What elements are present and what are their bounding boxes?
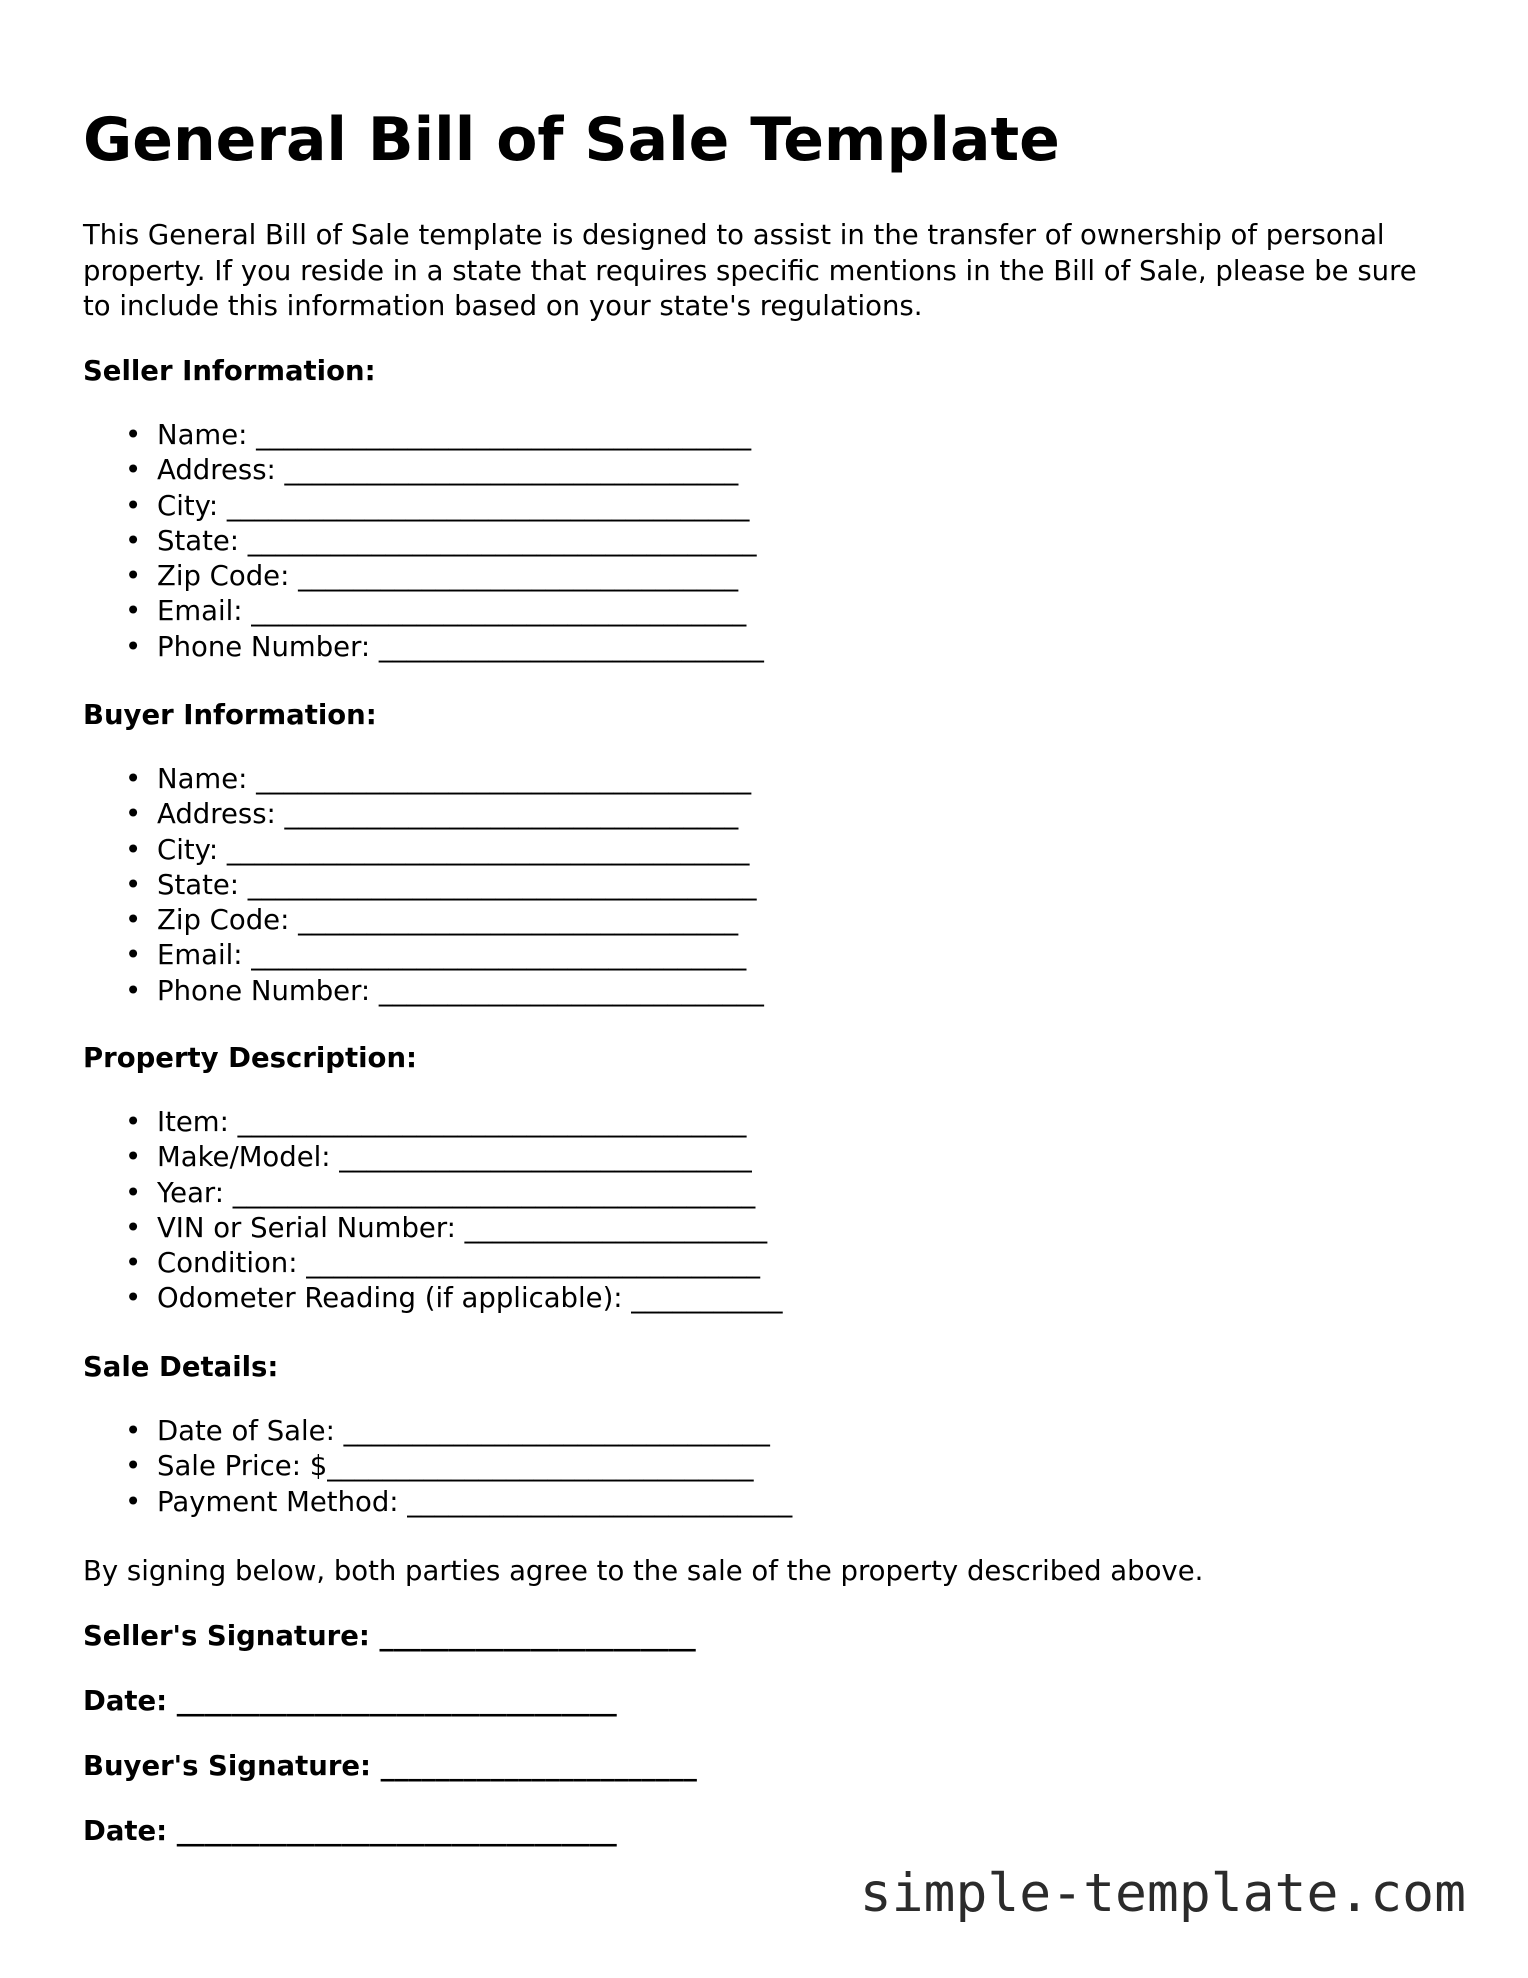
buyer-heading: Buyer Information: <box>83 699 377 731</box>
seller-date-line: Date: ________________________________ <box>83 1685 617 1717</box>
sale-date-field: • Date of Sale: _______________________________ <box>125 1415 770 1447</box>
property-condition-field: • Condition: _________________________________ <box>125 1247 760 1280</box>
buyer-phone-field: • Phone Number: ____________________________ <box>125 974 764 1007</box>
seller-signature-line: Seller's Signature: _______________________ <box>83 1620 696 1652</box>
sale-payment-method-field: • Payment Method: ____________________________ <box>125 1485 793 1518</box>
seller-fields <box>83 418 764 665</box>
buyer-address-field: • Address: _________________________________ <box>125 798 739 831</box>
seller-heading: Seller Information: <box>83 355 376 387</box>
property-vin-field: • VIN or Serial Number: ______________________ <box>125 1211 768 1244</box>
page-title: General Bill of Sale Template <box>83 105 1060 175</box>
seller-address-field: • Address: _________________________________ <box>125 454 739 487</box>
seller-email-field: • Email: ____________________________________ <box>125 595 747 628</box>
seller-zip-field: • Zip Code: ________________________________ <box>125 560 739 593</box>
sale-fields <box>83 1414 792 1520</box>
sale-price-field: • Sale Price: $_______________________________ <box>125 1450 754 1483</box>
property-make-model-field: • Make/Model: ______________________________ <box>125 1141 752 1174</box>
intro-paragraph: This General Bill of Sale template is designed to assist in the transfer of ownership of personal property. If you reside in a state that requires specific mentions in the Bill of Sale, please be sure to include this information based on your state's regulations. <box>83 219 1417 322</box>
buyer-email-field: • Email: ____________________________________ <box>125 939 747 972</box>
sale-heading: Sale Details: <box>83 1351 279 1383</box>
property-item-field: • Item: _____________________________________ <box>125 1106 747 1138</box>
buyer-date-line: Date: ________________________________ <box>83 1815 617 1847</box>
seller-city-field: • City: ______________________________________ <box>125 489 750 522</box>
property-year-field: • Year: ______________________________________ <box>125 1176 756 1209</box>
site-watermark: simple-template.com <box>859 1863 1466 1924</box>
agreement-statement: By signing below, both parties agree to the sale of the property described above. <box>83 1555 1204 1587</box>
buyer-state-field: • State: _____________________________________ <box>125 868 757 901</box>
buyer-name-field: • Name: ____________________________________ <box>125 763 752 795</box>
seller-phone-field: • Phone Number: ____________________________ <box>125 630 764 663</box>
buyer-zip-field: • Zip Code: ________________________________ <box>125 904 739 937</box>
buyer-city-field: • City: ______________________________________ <box>125 833 750 866</box>
property-heading: Property Description: <box>83 1042 418 1074</box>
seller-state-field: • State: _____________________________________ <box>125 524 757 557</box>
property-fields <box>83 1105 783 1317</box>
seller-name-field: • Name: ____________________________________ <box>125 419 752 451</box>
property-odometer-field: • Odometer Reading (if applicable): ___________ <box>125 1282 783 1315</box>
buyer-signature-line: Buyer's Signature: _______________________ <box>83 1750 697 1782</box>
buyer-fields <box>83 762 764 1009</box>
